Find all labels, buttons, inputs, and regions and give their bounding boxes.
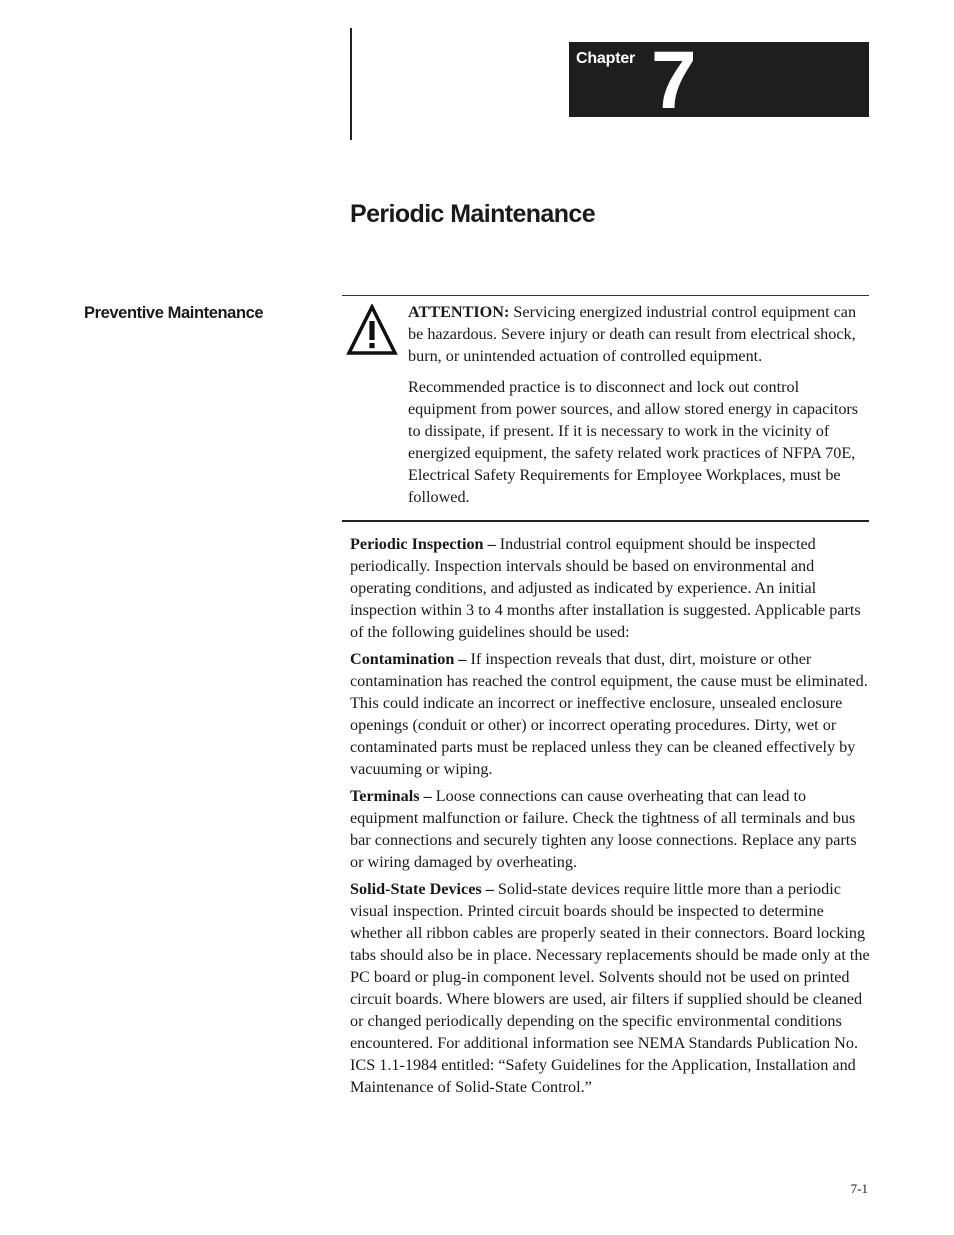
paragraph-solid-state-devices	[350, 878, 870, 1098]
paragraph-periodic-inspection	[350, 533, 870, 643]
chapter-banner	[569, 35, 869, 126]
paragraph-body: Solid-state devices require little more than a periodic visual inspection. Printed circuit boards should be inspected to determine whether all ribbon cables are properly seated in their connectors. Board locking tabs should also be in place. Necessary replacements should be made only at the PC board or plug-in component level. Solvents should not be used on printed circuit boards. Where blowers are used, air filters if supplied should be cleaned or changed periodically depending on the specific environmental conditions encountered. For additional information see NEMA Standards Publication No. ICS 1.1-1984 entitled: “Safety Guidelines for the Application, Installation and Maintenance of Solid-State Control.”	[350, 880, 870, 1096]
paragraph-contamination	[350, 648, 870, 780]
attention-paragraph	[408, 301, 866, 367]
maintenance-guidelines	[350, 533, 870, 1103]
paragraph-label: Contamination –	[350, 650, 467, 668]
chapter-number: 7	[651, 35, 697, 126]
page-number: 7-1	[850, 1181, 868, 1196]
section-heading: Preventive Maintenance	[84, 304, 264, 322]
attention-notice	[342, 295, 869, 522]
paragraph-terminals	[350, 785, 870, 873]
paragraph-label: Terminals –	[350, 787, 432, 805]
chapter-divider-rule	[350, 28, 352, 140]
paragraph-body: Industrial control equipment should be inspected periodically. Inspection intervals should be based on environmental and operating conditions, and adjusted as indicated by experience. An initial inspection within 3 to 4 months after installation is suggested. Applicable parts of the following guidelines should be used:	[350, 535, 861, 641]
paragraph-label: Solid-State Devices –	[350, 880, 494, 898]
paragraph-label: Periodic Inspection –	[350, 535, 496, 553]
chapter-label: Chapter	[576, 50, 636, 67]
attention-label: ATTENTION:	[408, 303, 510, 321]
attention-body: Servicing energized industrial control equipment can be hazardous. Severe injury or death can result from electrical shock, burn, or unintended actuation of controlled equipment.	[408, 303, 857, 365]
attention-text	[408, 301, 866, 517]
warning-triangle-icon	[346, 304, 398, 356]
attention-paragraph-2: Recommended practice is to disconnect and lock out control equipment from power sources, and allow stored energy in capacitors to dissipate, if present. If it is necessary to work in the vicinity of energized equipment, the safety related work practices of NFPA 70E, Electrical Safety Requirements for Employee Workplaces, must be followed.	[408, 378, 859, 506]
page-title: Periodic Maintenance	[350, 200, 596, 228]
paragraph-body: Loose connections can cause overheating that can lead to equipment malfunction or failure. Check the tightness of all terminals and bus bar connections and securely tighten any loose connections. Replace any parts or wiring damaged by overheating.	[350, 787, 857, 871]
paragraph-body: If inspection reveals that dust, dirt, moisture or other contamination has reached the control equipment, the cause must be eliminated. This could indicate an incorrect or ineffective enclosure, unsealed enclosure openings (conduit or other) or incorrect operating procedures. Dirty, wet or contaminated parts must be replaced unless they can be cleaned effectively by vacuuming or wiping.	[350, 650, 868, 778]
